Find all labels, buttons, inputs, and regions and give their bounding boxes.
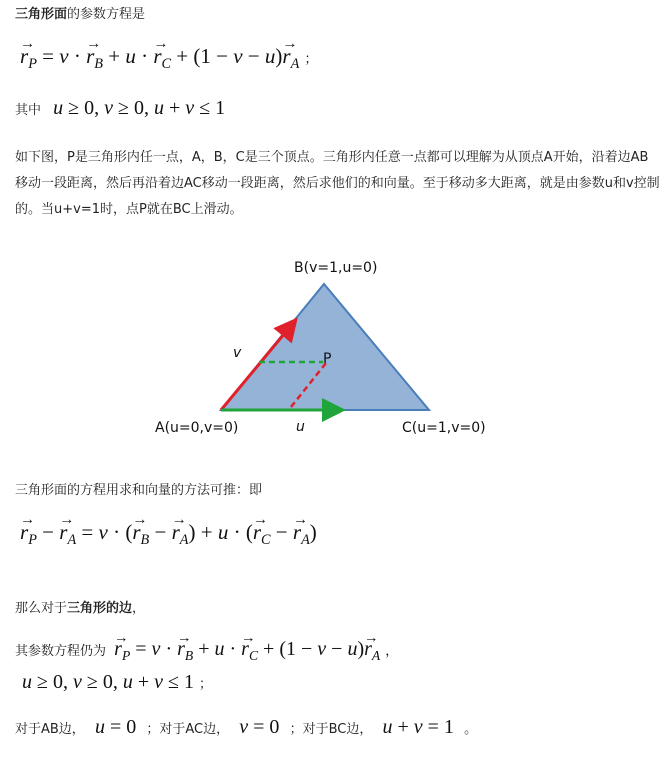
bc-edge-prefix: ；对于BC边， (289, 722, 373, 737)
edge-equation-prefix: 其参数方程仍为 (15, 644, 107, 659)
edges-prefix: 那么对于 (15, 601, 68, 616)
u-label: u (296, 419, 305, 435)
explanation-paragraph: 如下图，P是三角形内任一点，A，B，C是三个顶点。三角形内任意一点都可以理解为从顶点A开始，沿着边AB移动一段距离，然后再沿着边AC移动一段距离，然后求他们的和向量。至于移动多大距离，就是由参数u和v控制的。当u+v=1时，点P就在BC上滑动。 (15, 150, 660, 217)
edge-parametric-equation (15, 638, 398, 664)
vertex-c-label: C(u=1,v=0) (402, 420, 486, 436)
parametric-equation-1: → $r_P = v$ · → $r_B + u$ · → $r_C + (1 - v - u)\to r_A$ ； (20, 44, 318, 73)
ab-edge-math: u = 0 (94, 716, 137, 738)
derivation-equation: → $r_P$ − → $r_A = v$ · (→ $r_B$ − → $r_A) + u$ · (→ $r_C$ − → $r_A$) (20, 520, 317, 549)
vertex-a-label: A(u=0,v=0) (155, 420, 239, 436)
condition-math-1: u ≥ 0, v ≥ 0, u + v ≤ 1 (53, 97, 226, 119)
intro-heading (15, 3, 145, 22)
heading-text: 的参数方程是 (67, 7, 146, 22)
condition-math-2: u ≥ 0, v ≥ 0, u + v ≤ 1 ； (22, 671, 213, 693)
condition-prefix: 其中 (15, 103, 42, 118)
edge-cases-line (15, 716, 477, 739)
edges-bold-text: 三角形的边 (67, 601, 133, 616)
vertex-b-label: B(v=1,u=0) (294, 260, 378, 276)
heading-bold-text: 三角形面 (15, 7, 68, 22)
condition-line-1 (15, 97, 225, 120)
edges-intro (15, 597, 145, 616)
ac-edge-math: v = 0 (239, 716, 280, 738)
edge-equation-math: → $r_P = v$ · → $r_B + u$ · → $r_C + (1 - v - u)\to r_A$ ， (114, 638, 398, 660)
edge-cases-end: 。 (464, 722, 478, 737)
ac-edge-prefix: ；对于AC边， (146, 722, 230, 737)
edges-suffix: ， (132, 601, 146, 616)
bc-edge-math: u + v = 1 (382, 716, 454, 738)
v-label: v (233, 345, 242, 361)
triangle-diagram (0, 250, 671, 440)
point-p-label: P (323, 351, 332, 367)
triangle-shape (221, 284, 429, 410)
ab-edge-prefix: 对于AB边， (15, 722, 85, 737)
derivation-intro: 三角形面的方程用求和向量的方法可推：即 (15, 483, 263, 498)
